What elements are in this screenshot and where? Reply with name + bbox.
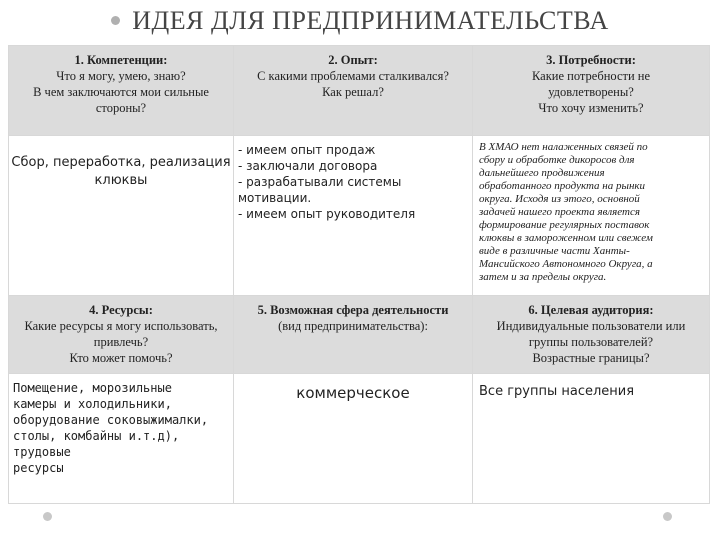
header-text: привлечь? [93,335,149,349]
answer-text: Мансийского Автономного Округа, а [479,258,653,270]
header-text: стороны? [95,101,147,115]
answer-experience [234,136,473,296]
answer-text: округа. Исходя из этого, основной [479,193,640,205]
header-text: Как решал? [322,85,384,99]
bullet-icon [111,16,120,25]
bottom-answer-row [9,374,710,504]
answer-text: - имеем опыт продаж [238,143,376,157]
answer-text: затем и за пределы округа. [479,271,607,283]
header-resources-title: 4. Ресурсы: [89,303,153,317]
top-header-row [9,46,710,136]
answer-text: сбору и обработке дикоросов для [479,154,635,166]
answer-text: столы, комбайны и.т.д), трудовые [13,429,180,459]
answer-text: Сбор, переработка, реализация [11,155,231,170]
answer-text: мотивации. [238,191,312,205]
header-audience-title: 6. Целевая аудитория: [528,303,654,317]
header-text: Что я могу, умею, знаю? [56,69,186,83]
answer-text: Все группы населения [479,384,635,399]
answer-text: - разрабатывали системы [238,175,402,189]
answer-text: В ХМАО нет налаженных связей по [479,141,648,153]
answer-needs [473,136,710,296]
header-text: Какие потребности не [531,69,651,83]
header-text: (вид предпринимательства): [278,319,428,333]
bottom-header-row [9,296,710,374]
answer-audience [473,374,710,504]
header-resources [9,296,234,374]
answer-text: дальнейшего продвижения [479,167,605,179]
header-text: Индивидуальные пользователи или [496,319,686,333]
top-answer-row [9,136,710,296]
header-experience-title: 2. Опыт: [328,53,378,67]
header-competencies [9,46,234,136]
header-text: Какие ресурсы я могу использовать, [24,319,218,333]
header-text: В чем заключаются мои сильные [33,85,209,99]
answer-text: - заключали договора [238,159,378,173]
answer-text: ресурсы [13,461,64,475]
header-text: Кто может помочь? [69,351,173,365]
answer-text: формирование регулярных поставок [479,219,650,231]
answer-text: клюквы в замороженном или свежем [479,232,653,244]
header-text: С какими проблемами сталкивался? [257,69,449,83]
answer-competencies [9,136,234,296]
answer-text: коммерческое [296,384,410,402]
header-text: Что хочу изменить? [538,101,644,115]
header-needs [473,46,710,136]
corner-dot-icon [663,512,672,521]
idea-table [8,45,710,504]
answer-text: - имеем опыт руководителя [238,207,416,221]
answer-text: оборудование соковыжималки, [13,413,209,427]
header-experience [234,46,473,136]
header-text: удовлетворены? [548,85,634,99]
answer-text: клюквы [94,173,148,188]
answer-text: камеры и холодильники, [13,397,172,411]
header-text: Возрастные границы? [532,351,650,365]
header-needs-title: 3. Потребности: [546,53,636,67]
header-text: группы пользователей? [528,335,654,349]
corner-dot-icon [43,512,52,521]
header-sphere-title: 5. Возможная сфера деятельности [257,303,449,317]
answer-text: задачей нашего проекта является [479,206,640,218]
answer-text: обработанного продукта на рынки [479,180,646,192]
header-audience [473,296,710,374]
answer-text: Помещение, морозильные [13,381,172,395]
answer-text: виде в различные части Ханты- [479,245,630,257]
slide-title [0,6,720,36]
answer-sphere [234,374,473,504]
answer-resources [9,374,234,504]
slide-title-text: ИДЕЯ ДЛЯ ПРЕДПРИНИМАТЕЛЬСТВА [132,6,609,35]
header-sphere [234,296,473,374]
header-competencies-title: 1. Компетенции: [74,53,168,67]
